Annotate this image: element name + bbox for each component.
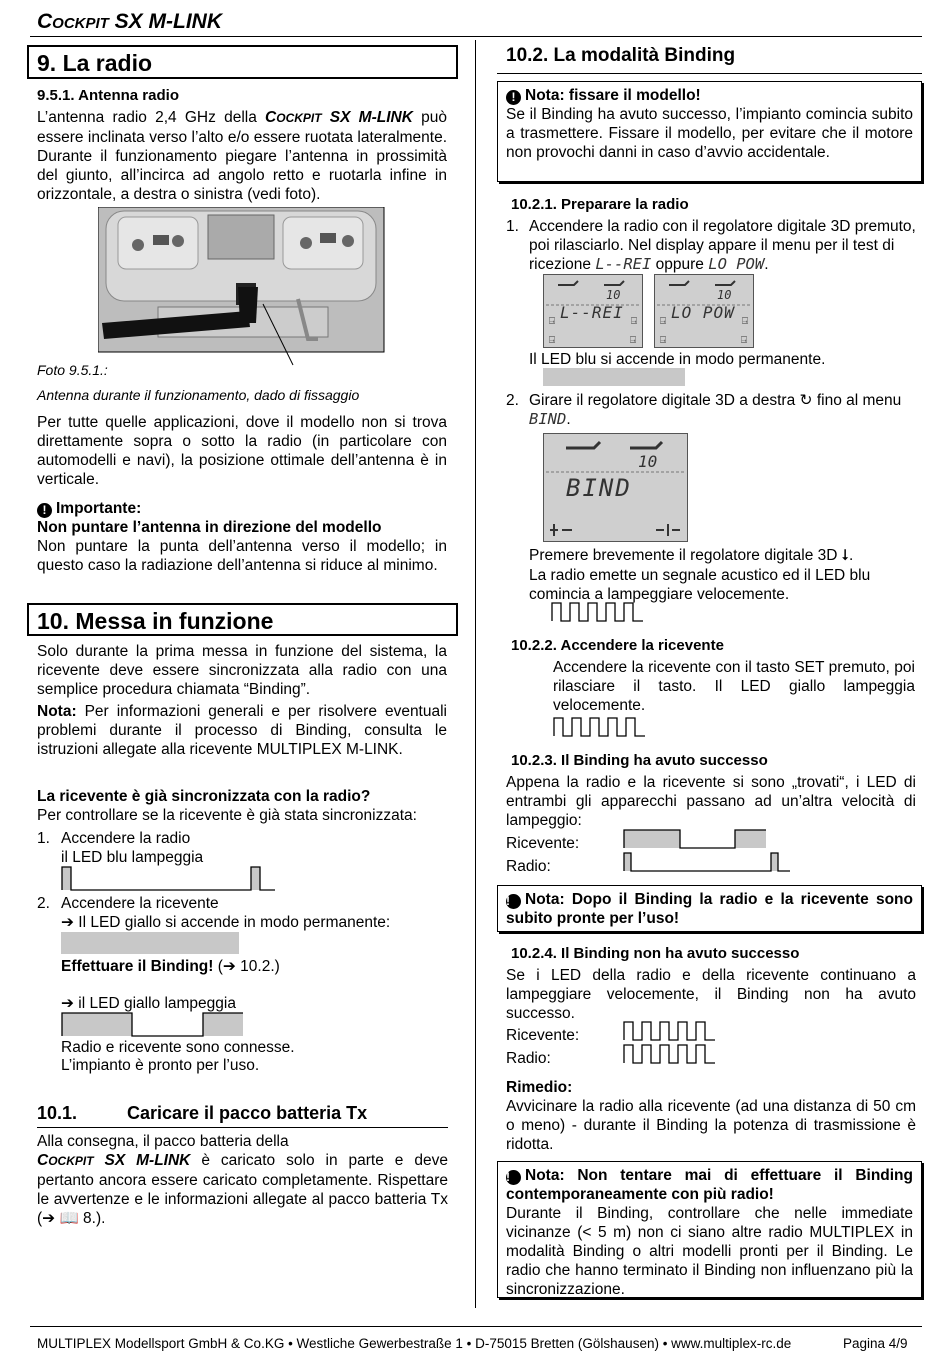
blue-led-permanent-text: Il LED blu si accende in modo permanente.	[529, 351, 826, 368]
footer-address: MULTIPLEX Modellsport GmbH & Co.KG • Westliche Gewerbestraße 1 • D-75015 Bretten (Gölshausen) • www.multiplex-rc.de	[37, 1336, 792, 1351]
subsection-10-2-2-title: 10.2.2. Accendere la ricevente	[511, 637, 724, 654]
svg-text:⍈: ⍈	[630, 335, 636, 346]
svg-text:⍈: ⍈	[742, 316, 748, 327]
antenna-paragraph-rest: può essere inclinata verso l’alto e/o essere ruotata lateralmente. Durante il funzionamento piegare l’antenna in prossimità del giunto, all’incirca ad angolo retto e ruotarla infine in orizzontale, a destra o sinistra (vedi foto).	[37, 109, 447, 203]
header-rule	[30, 36, 922, 37]
step-1-led: il LED blu lampeggia	[61, 849, 204, 866]
menu-lo-pow-code: LO POW	[708, 255, 765, 273]
header-brand-model: SX M-LINK	[108, 10, 223, 33]
synced-question: La ricevente è già sincronizzata con la radio?	[37, 788, 371, 805]
radio-label-2: Radio:	[506, 1050, 551, 1067]
lcd3-number: 10	[638, 452, 658, 471]
step-2-text: Accendere la ricevente	[61, 895, 219, 912]
exclamation-icon: !	[37, 503, 52, 518]
nota-paragraph	[37, 702, 447, 759]
ready-text: L’impianto è pronto per l’uso.	[61, 1057, 260, 1074]
prep-step-2-number: 2.	[506, 392, 519, 409]
battery-paragraph: COCKPIT SX M-LINK è caricato solo in parte e deve pertanto ancora essere caricato completamente. Rispettare le avvertenze e le informazioni allegate al pacco batteria Tx (➔ 📖 8.).	[37, 1152, 448, 1227]
photo-caption: Antenna durante il funzionamento, dado di fissaggio	[37, 387, 360, 403]
blue-led-steady-bar	[543, 368, 685, 386]
step-1-number: 1.	[37, 830, 50, 847]
lcd-display-lo-pow	[654, 274, 754, 348]
prep-step-1-text: Accendere la radio con il regolatore digitale 3D premuto, poi rilasciarlo. Nel display appare il menu per il test di ricezione L--REI oppure LO POW.	[529, 218, 916, 273]
binding-fail-text: Se i LED della radio e della ricevente continuano a lampeggiare velocemente, il Binding non ha avuto successo.	[506, 967, 916, 1022]
step-2-number: 2.	[37, 895, 50, 912]
svg-text:⍈: ⍈	[660, 316, 666, 327]
yellow-led-slow-blink-signal	[61, 1012, 245, 1038]
section-10-2-title: 10.2. La modalità Binding	[506, 45, 736, 66]
do-binding	[61, 957, 280, 976]
synced-check-text: Per controllare se la ricevente è già stata sincronizzata:	[37, 807, 417, 824]
svg-text:⍈: ⍈	[741, 335, 747, 346]
lcd-display-l-rei	[543, 274, 643, 348]
menu-bind-code: BIND	[529, 410, 567, 428]
connected-text: Radio e ricevente sono connesse.	[61, 1039, 295, 1056]
section-10-1-number: 10.1.	[37, 1103, 78, 1123]
lcd3-text: BIND	[566, 474, 632, 502]
note-fix-model-box	[497, 81, 922, 182]
photo-label: Foto 9.5.1.:	[37, 362, 108, 378]
section-10-1-title: Caricare il pacco batteria Tx	[127, 1103, 368, 1123]
blue-led-blink-signal	[61, 866, 277, 892]
step-2-led-blinks: ➔ il LED giallo lampeggia	[61, 995, 236, 1012]
prep-step-1-body: Accendere la radio con il regolatore digitale 3D premuto, poi rilasciarlo. Nel display appare il menu per il test di ricezione	[529, 218, 916, 273]
footer-rule	[30, 1326, 922, 1327]
section-9-heading: 9. La radio	[27, 45, 458, 79]
radio-beeps-text: La radio emette un segnale acustico ed il LED blu comincia a lampeggiare velocemente.	[529, 567, 871, 603]
subsection-9-5-1-title: 9.5.1. Antenna radio	[37, 87, 179, 104]
page-footer	[37, 1336, 908, 1351]
header-brand-smallcaps: OCKPIT	[52, 15, 109, 32]
header-brand-initial: C	[37, 10, 53, 33]
important-text: Non puntare la punta dell’antenna verso il modello; in questo caso la radiazione dell’antenna si riduce al minimo.	[37, 538, 447, 574]
section-10-heading: 10. Messa in funzione	[27, 603, 458, 636]
section-10-2-rule	[497, 73, 922, 74]
column-separator	[475, 40, 476, 1308]
page-header	[37, 10, 222, 34]
battery-paragraph-line1: Alla consegna, il pacco batteria della	[37, 1133, 289, 1150]
important-title	[37, 499, 141, 518]
lcd2-text: LO POW	[671, 303, 735, 322]
exclamation-icon: !	[506, 894, 521, 909]
radio-antenna-photo	[98, 207, 384, 352]
lcd1-text: L--REI	[560, 303, 624, 322]
svg-text:⍈: ⍈	[549, 316, 555, 327]
note-multiple-radios-title	[506, 1166, 913, 1204]
exclamation-icon: !	[506, 1170, 521, 1185]
note-multiple-radios-box	[497, 1161, 922, 1298]
prep-step-1-number: 1.	[506, 218, 519, 235]
note-multiple-radios-title-text: Nota: Non tentare mai di effettuare il Binding contemporaneamente con più radio!	[506, 1167, 913, 1203]
step-1-text: Accendere la radio	[61, 830, 191, 847]
lcd2-number: 10	[717, 288, 732, 302]
fast-blink-signal-radio	[551, 601, 645, 623]
yellow-led-steady-bar	[61, 932, 239, 954]
exclamation-icon: !	[506, 90, 521, 105]
receiver-fast-blink-signal	[623, 1020, 717, 1042]
lcd1-number: 10	[606, 288, 621, 302]
svg-text:⍈: ⍈	[631, 316, 637, 327]
section-10-1-rule	[37, 1127, 448, 1128]
receiver-label-2: Ricevente:	[506, 1027, 580, 1044]
lcd-display-bind	[543, 433, 688, 542]
do-binding-label: Effettuare il Binding!	[61, 958, 214, 975]
fast-blink-signal-receiver	[553, 716, 647, 738]
switch-on-receiver-text: Accendere la ricevente con il tasto SET premuto, poi rilasciare il tasto. Il LED giallo lampeggia velocemente.	[553, 659, 915, 714]
subsection-10-2-3-title: 10.2.3. Il Binding ha avuto successo	[511, 752, 768, 769]
svg-text:⍈: ⍈	[549, 335, 555, 346]
subsection-10-2-1-title: 10.2.1. Preparare la radio	[511, 196, 689, 213]
vertical-position-paragraph: Per tutte quelle applicazioni, dove il modello non si trova direttamente sopra o sotto la radio (in particolare con automodelli e navi), la posizione ottimale dell’antenna è in verticale.	[37, 414, 447, 488]
nota-label: Nota:	[37, 703, 77, 720]
radio-label: Radio:	[506, 858, 551, 875]
nota-text: Per informazioni generali e per risolvere eventuali problemi durante il processo di Binding, consulta le istruzioni allegate alla ricevente MULTIPLEX M-LINK.	[37, 703, 447, 758]
remedy-title: Rimedio:	[506, 1079, 573, 1096]
binding-success-text: Appena la radio e la ricevente si sono „trovati“, i LED di entrambi gli apparecchi passano ad un’altra velocità di lampeggio:	[506, 774, 916, 829]
menu-l-rei-code: L--REI	[595, 255, 652, 273]
note-multiple-radios-text: Durante il Binding, controllare che nelle immediate vicinanze (< 5 m) non ci siano altre radio MULTIPLEX in modalità Binding o altri modelli pronti per il Binding. Le radio che hanno terminato il Binding non influenzano più la sincronizzazione.	[506, 1205, 913, 1298]
antenna-paragraph: L’antenna radio 2,4 GHz della COCKPIT SX M-LINK può essere inclinata verso l’alto e/o essere ruotata lateralmente. Durante il funzionamento piegare l’antenna in prossimità del giunto, all’incirca ad angolo retto e ruotarla infine in orizzontale, a destra o sinistra (vedi foto).	[37, 109, 447, 203]
remedy-text: Avvicinare la radio alla ricevente (ad una distanza di 50 cm o meno) - durante il Binding la potenza di trasmissione è ridotta.	[506, 1098, 916, 1153]
receiver-label: Ricevente:	[506, 835, 580, 852]
binding-intro-paragraph: Solo durante la prima messa in funzione del sistema, la ricevente deve essere sincronizzata alla radio con una semplice procedura chiamata “Binding”.	[37, 643, 447, 698]
antenna-paragraph-start: L’antenna radio 2,4 GHz della	[37, 109, 257, 126]
prep-step-1-or: oppure	[651, 256, 709, 273]
radio-slow-blink-signal	[623, 851, 793, 873]
note-ready-text	[506, 890, 913, 928]
note-fix-model-title	[506, 86, 913, 105]
prep-step-2-text: Girare il regolatore digitale 3D a destra ↻ fino al menu BIND.	[529, 392, 902, 428]
receiver-slow-blink-signal	[623, 828, 768, 850]
page-number: Pagina 4/9	[843, 1336, 908, 1351]
important-heading: Non puntare l’antenna in direzione del modello	[37, 519, 382, 536]
do-binding-ref: (➔ 10.2.)	[213, 958, 280, 975]
radio-fast-blink-signal	[623, 1043, 717, 1065]
important-title-text: Importante:	[56, 500, 142, 517]
svg-text:⍈: ⍈	[660, 335, 666, 346]
note-fix-model-text: Se il Binding ha avuto successo, l’impianto comincia subito a trasmettere. Fissare il modello, per evitare che il motore non provochi danni in caso d’avvio accidentale.	[506, 106, 913, 161]
battery-paragraph-rest: è caricato solo in parte e deve pertanto ancora essere caricato completamente. Rispettare le avvertenze e le informazioni allegate al pacco batteria Tx (➔ 📖 8.).	[37, 1152, 448, 1227]
step-2-led-permanent: ➔ Il LED giallo si accende in modo permanente:	[61, 914, 391, 931]
subsection-10-2-4-title: 10.2.4. Il Binding non ha avuto successo	[511, 945, 800, 962]
press-encoder-text: Premere brevemente il regolatore digitale 3D ⭣.	[529, 547, 854, 564]
note-ready-box	[497, 885, 922, 932]
note-ready-text-content: Nota: Dopo il Binding la radio e la ricevente sono subito pronte per l’uso!	[506, 891, 913, 927]
note-fix-model-title-text: Nota: fissare il modello!	[525, 87, 701, 104]
prep-step-2-body: Girare il regolatore digitale 3D a destra ↻ fino al menu	[529, 392, 902, 409]
